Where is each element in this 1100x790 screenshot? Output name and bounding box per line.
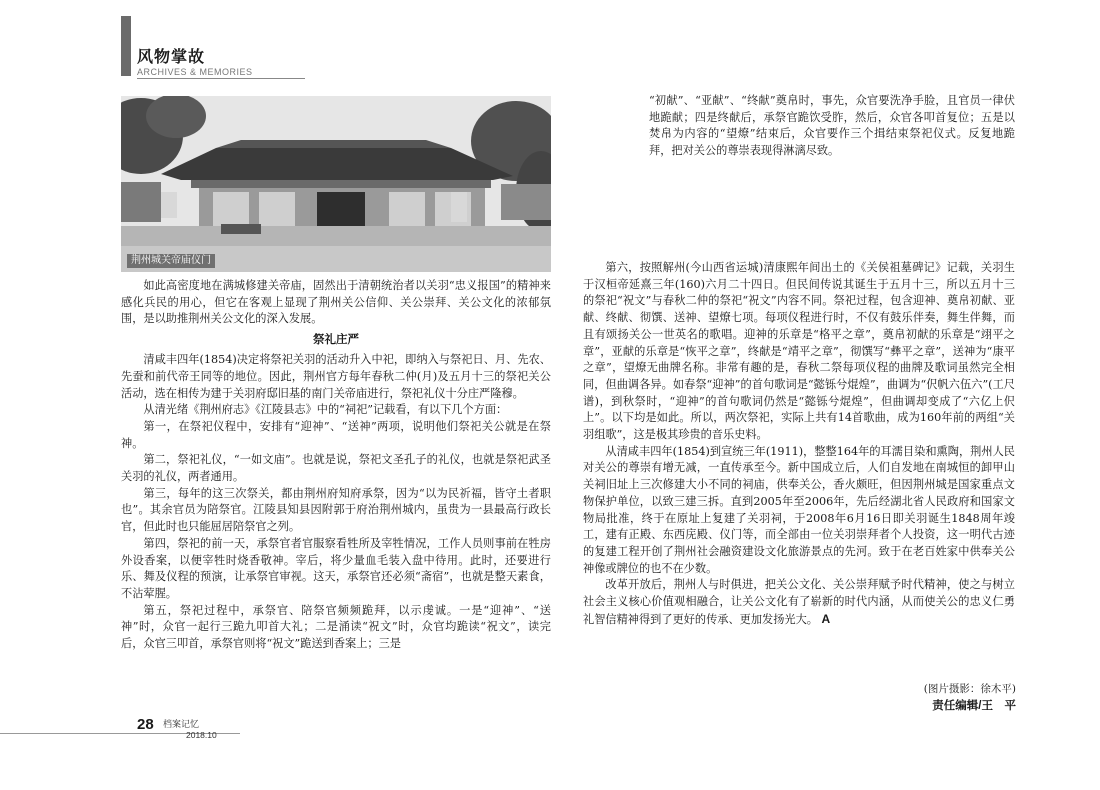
header-accent-bar <box>121 16 131 76</box>
paragraph: 清咸丰四年(1854)决定将祭祀关羽的活动升入中祀，即纳入与祭祀日、月、先农、先蚕和前代帝王同等的地位。因此，荆州官方每年春秋二仲(月)及五月十三的祭祀关公活动，选在相传为建于关羽府邸旧基的南门关帝庙进行，祭祀礼仪十分庄严隆穆。 <box>121 353 551 400</box>
magazine-name: 档案记忆 <box>163 720 200 730</box>
paragraph: 第一，在祭祀仪程中，安排有“迎神”、“送神”两项，说明他们祭祀关公就是在祭神。 <box>121 419 551 450</box>
paragraph: 第三，每年的这三次祭关，都由荆州府知府承祭，因为“以为民祈福，皆守土者职也”。其余官员为陪祭官。江陵县知县因附郭于府治荆州城内，虽贵为一县最高行政长官，但此时也只能屈居陪祭官之列。 <box>121 486 551 534</box>
paragraph: 从清光绪《荆州府志》《江陵县志》中的“祠祀”记载看，有以下几个方面： <box>143 403 508 417</box>
paragraph: “初献”、“亚献”、“终献”奠帛时，事先，众官要洗净手脸，且官员一律伏地跪献；四是终献后，承祭官跪饮受胙，然后，众官各叩首复位；五是以焚帛为内容的“望燎”结束后，众官要作三个揖结束祭祀仪式。反复地跪拜，把对关公的尊崇表现得淋漓尽致。 <box>649 94 1015 158</box>
end-mark: A <box>821 611 831 626</box>
header-rule <box>137 78 305 79</box>
paragraph: 第六，按照解州(今山西省运城)清康熙年间出土的《关侯祖墓碑记》记载，关羽生于汉桓帝延熹三年(160)六月二十四日。但民间传说其诞生于五月十三，所以五月十三的祭祀“祝文”与春秋二仲的祭祀“祝文”内容不同。祭祀过程，包含迎神、奠帛初献、亚献、终献、彻馔、送神、望燎七项。每项仪程进行时，不仅有鼓乐伴奏，舞生伴舞，而且有颂扬关公一世英名的歌唱。迎神的乐章是“格平之章”，奠帛初献的乐章是“翊平之章”，亚献的乐章是“恢平之章”，终献是“靖平之章”，彻馔写“彝平之章”，送神为“康平之章”，望燎无曲牌名称。非常有趣的是，春秋二祭每项仪程的曲牌及歌词虽然完全相同，但曲调各异。如春祭“迎神”的首句歌词是“懿铄兮焜煌”，曲调为“伬帆六伍六”(工尺谱)，到秋祭时，“迎神”的首句歌词仍然是“懿铄兮焜煌”，但曲调却变成了“六亿上伬上”。以下均是如此。所以，两次祭祀，实际上共有14首歌曲，成为160年前的两组“关羽组歌”，这是极其珍贵的音乐史料。 <box>583 261 1015 442</box>
photo-caption: 荆州城关帝庙仪门 <box>127 254 215 268</box>
editor-credit: 责任编辑/王 平 <box>932 700 1016 712</box>
paragraph: 如此高密度地在满城修建关帝庙，固然出于清朝统治者以关羽“忠义报国”的精神来感化兵民的用心，但它在客观上显现了荆州关公信仰、关公崇拜、关公文化的浓郁氛围，是以助推荆州关公文化的深入发展。 <box>121 279 551 326</box>
temple-photo <box>121 96 551 272</box>
article-right-column <box>583 260 1015 628</box>
paragraph: 第二，祭祀礼仪，“一如文庙”。也就是说，祭祀文圣孔子的礼仪，也就是祭祀武圣关羽的礼仪，两者通用。 <box>121 453 551 484</box>
paragraph: 第五，祭祀过程中，承祭官、陪祭官频频跪拜，以示虔诚。一是“迎神”、“送神”时，众官一起行三跪九叩首大礼；二是涌读“祝文”时，众官均跪读“祝文”，读完后，众官三叩首，承祭官则将“祝文”跪送到香案上；三是 <box>121 603 551 651</box>
article-right-top <box>649 93 1015 160</box>
temple-photo-illustration <box>121 96 551 272</box>
paragraph <box>583 577 1015 628</box>
issue-date: 2018.10 <box>186 730 217 740</box>
section-heading: 祭礼庄严 <box>313 332 359 347</box>
section-title: 风物掌故 <box>137 47 206 66</box>
paragraph: 从清咸丰四年(1854)到宣统三年(1911)，整整164年的耳濡目染和熏陶，荆州人民对关公的尊崇有增无减，一直传承至今。新中国成立后，人们自发地在南城恒的卸甲山关祠旧址上三次修建大小不同的祠庙，供奉关公，香火颇旺，但因荆州城是国家重点文物保护单位，以致三建三拆。直到2005年至2006年，先后经湖北省人民政府和国家文物局批准，终于在原址上复建了关羽祠，于2008年6月16日即关羽诞生1848周年竣工，建有正殿、东西庑殿、仪门等，而全部由一位关羽崇拜者个人投资，这一明代古迹的复建工程开创了荆州社会融资建设文化旅游景点的先河。致于在老百姓家中供奉关公神像或牌位的也不在少数。 <box>583 444 1015 575</box>
section-subtitle: ARCHIVES & MEMORIES <box>137 67 253 77</box>
paragraph: 第四，祭祀的前一天，承祭官者官服察看牲所及宰牲情况，工作人员则事前在牲房外设香案，以便宰牲时烧香敬神。宰后，将少量血毛装入盘中待用。此时，还要进行乐、舞及仪程的预演，让承祭官审视。这天，承祭官还必须“斋宿”，也就是整天素食，不沾荤腥。 <box>121 536 551 600</box>
article-left-column <box>121 278 551 653</box>
photo-credit: (图片摄影：徐木平) <box>923 683 1016 695</box>
page-number: 28 <box>137 716 154 733</box>
paragraph-text: 改革开放后，荆州人与时俱进，把关公文化、关公崇拜赋予时代精神，使之与树立社会主义核心价值观相融合，让关公文化有了崭新的时代内涵，从而使关公的忠义仁勇礼智信精神得到了更好的传承、更加发扬光大。 <box>583 578 1015 626</box>
